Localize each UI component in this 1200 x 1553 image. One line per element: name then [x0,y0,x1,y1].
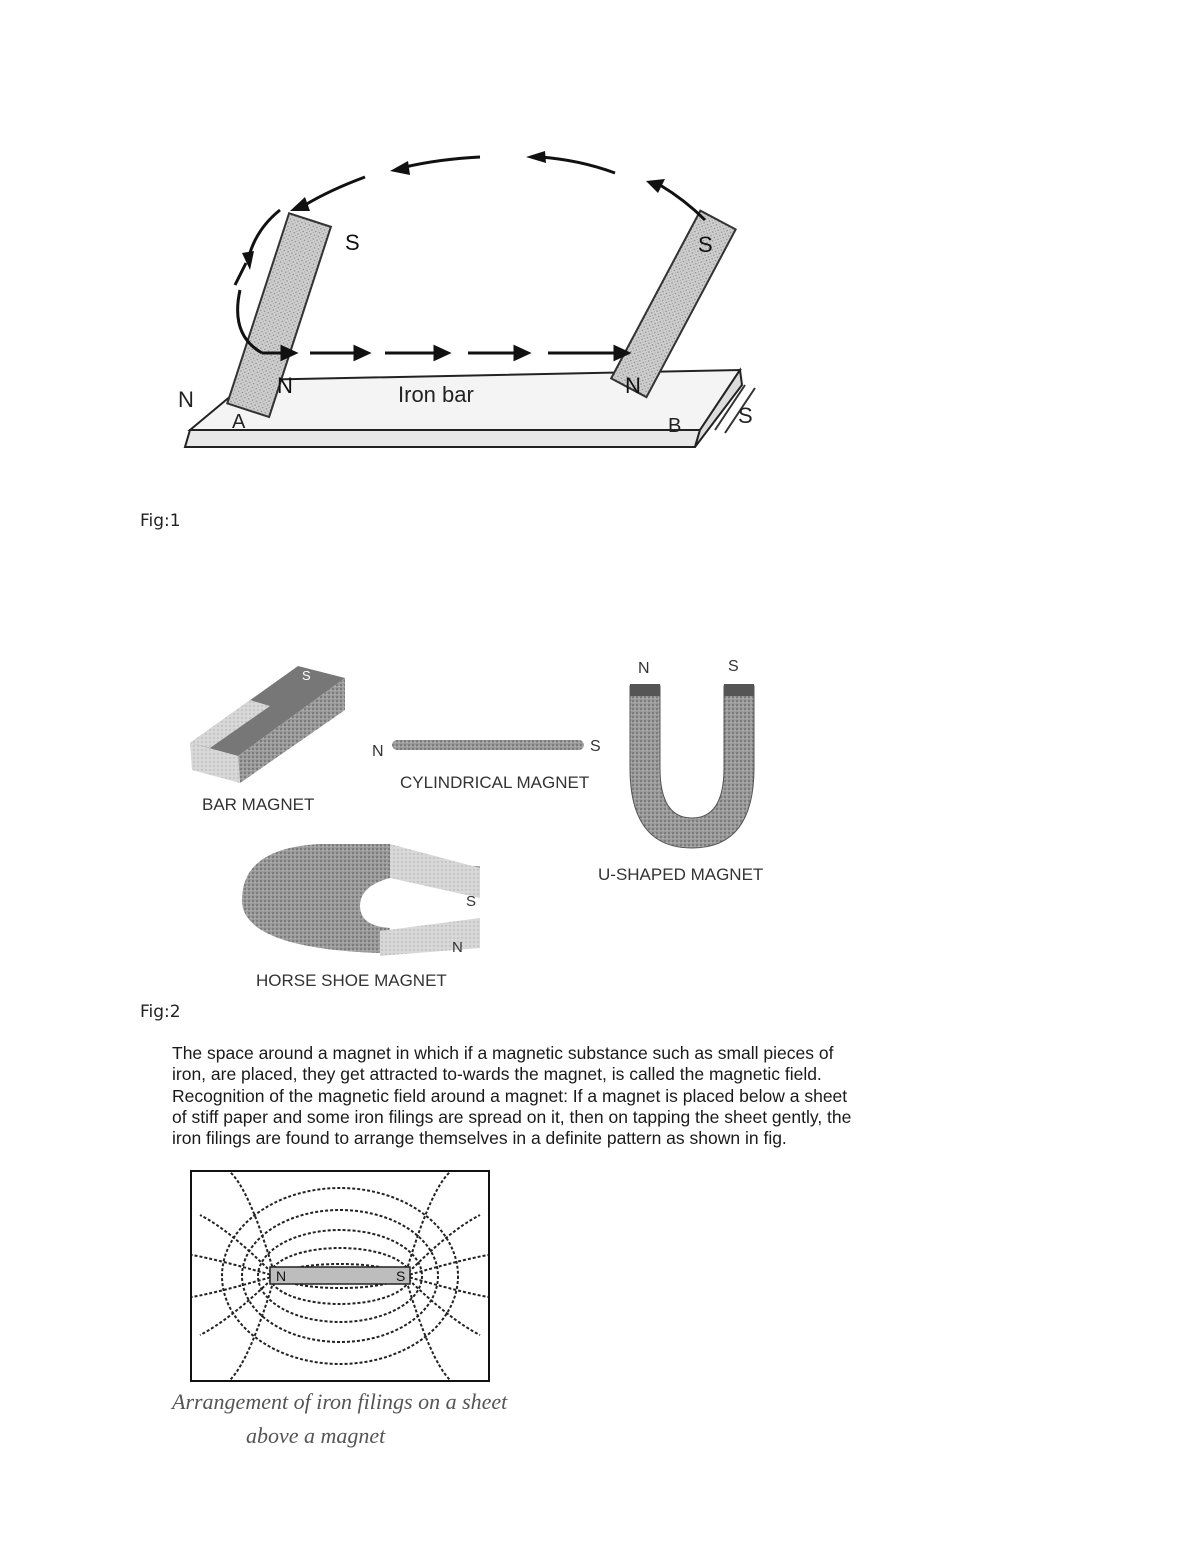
figure-2-caption: Fig:2 [140,1002,181,1022]
bar-magnet [270,1267,410,1284]
label-s-right: S [738,403,753,428]
right-magnet [611,211,736,398]
left-magnet-s: S [345,230,360,255]
paragraph-line: of stiff paper and some iron filings are spread on it, then on tapping the sheet gently, the [172,1106,852,1127]
u-shaped-label: U-SHAPED MAGNET [598,865,764,884]
bar-magnet [190,666,345,783]
figure-3-iron-filings [190,1170,490,1382]
bar-magnet-pole-s: S [302,668,311,683]
u-shaped-s: S [728,658,739,675]
cylindrical-magnet [392,740,584,750]
figure-3-caption-line-2: above a magnet [246,1423,386,1448]
paragraph-line: iron filings are found to arrange themselves in a definite pattern as shown in fig. [172,1128,787,1149]
figure-1-caption: Fig:1 [140,511,181,531]
paragraph-line: iron, are placed, they get attracted to-wards the magnet, is called the magnetic field. [172,1064,822,1085]
stroke-direction-arrows [262,347,628,359]
horse-shoe-magnet [242,844,480,956]
label-a: A [232,411,246,433]
cylindrical-label: CYLINDRICAL MAGNET [400,773,590,792]
horse-shoe-label: HORSE SHOE MAGNET [256,971,447,990]
figure-3-caption-line-1: Arrangement of iron filings on a sheet [172,1389,508,1414]
figure-2-magnet-types [180,648,790,1003]
horse-shoe-n: N [452,939,463,956]
label-b: B [668,415,682,437]
label-n-left: N [178,387,194,412]
label-iron-bar: Iron bar [398,382,474,407]
bar-magnet-label: BAR MAGNET [202,795,315,814]
u-shaped-magnet [630,684,754,848]
horse-shoe-s: S [466,893,477,910]
filings-pole-s: S [396,1268,406,1284]
filings-pole-n: N [276,1268,287,1284]
right-magnet-n: N [625,373,641,398]
magnetic-field-paragraph [172,1043,972,1149]
figure-1-stroking-method [150,135,780,465]
right-magnet-s: S [698,232,713,257]
cylindrical-n: N [372,743,384,760]
u-shaped-n: N [638,660,650,677]
cylindrical-s: S [590,738,601,755]
left-magnet-n: N [277,373,293,398]
paragraph-line: Recognition of the magnetic field around a magnet: If a magnet is placed below a sheet [172,1085,848,1106]
paragraph-line: The space around a magnet in which if a magnetic substance such as small pieces of [172,1043,834,1063]
